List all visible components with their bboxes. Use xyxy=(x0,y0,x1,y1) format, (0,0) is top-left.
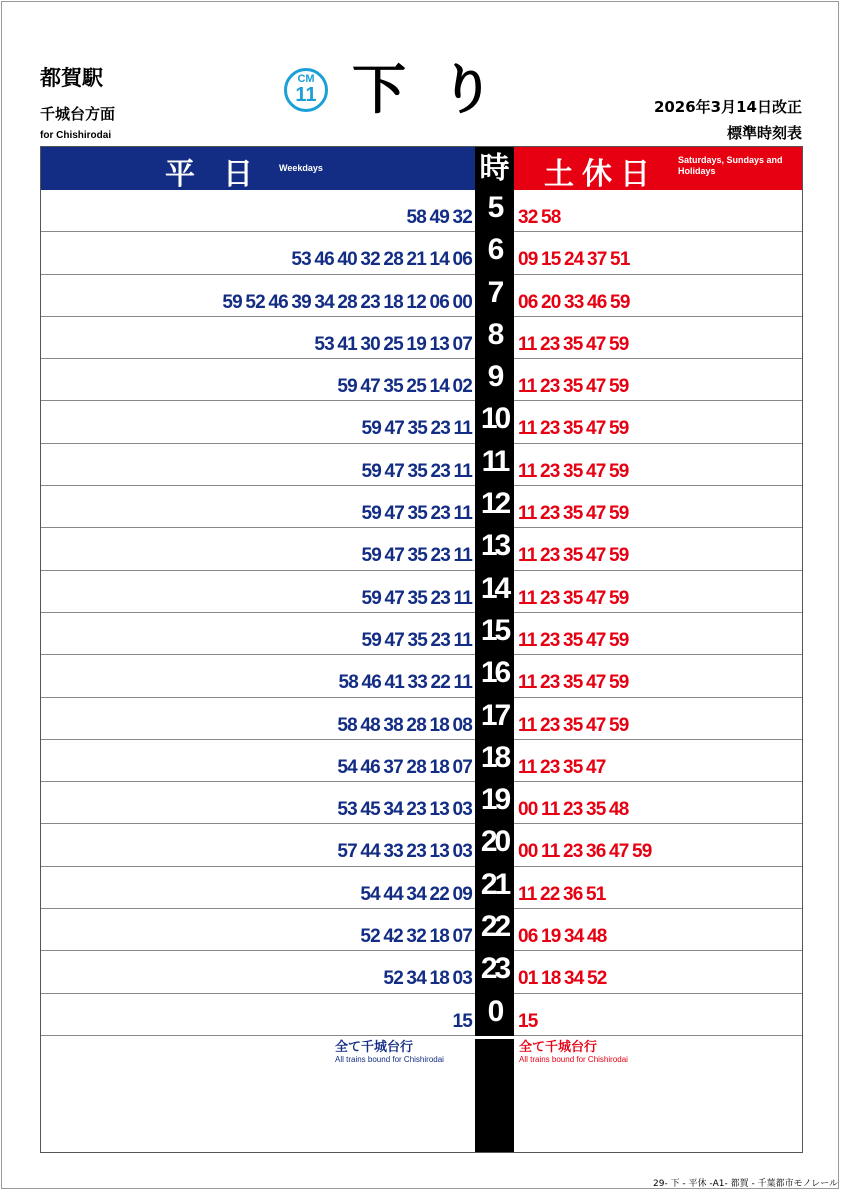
holiday-minutes: 11 23 35 47 59 xyxy=(518,418,629,440)
holiday-minutes: 11 23 35 47 59 xyxy=(518,629,629,651)
hour-cell: 8 xyxy=(475,316,514,359)
holiday-note xyxy=(519,1041,628,1064)
weekday-minutes: 53 41 30 25 19 13 07 xyxy=(314,333,472,355)
document-type: 標準時刻表 xyxy=(726,124,802,142)
holiday-minutes: 06 19 34 48 xyxy=(518,926,607,948)
timetable-row xyxy=(41,951,802,993)
weekday-minutes: 59 47 35 23 11 xyxy=(361,418,472,440)
hour-cell: 15 xyxy=(475,612,514,655)
bound-title: 下り xyxy=(352,58,528,121)
holiday-note-jp: 全て千城台行 xyxy=(519,1040,598,1055)
holiday-minutes: 11 23 35 47 59 xyxy=(518,545,629,567)
hour-cell: 21 xyxy=(475,866,514,909)
weekday-minutes: 59 47 35 23 11 xyxy=(361,587,472,609)
holiday-minutes: 32 58 xyxy=(518,207,561,228)
weekday-minutes: 52 42 32 18 07 xyxy=(360,926,472,948)
weekday-minutes: 59 47 35 23 11 xyxy=(361,503,472,525)
notes-area xyxy=(41,1039,802,1152)
weekday-minutes: 54 44 34 22 09 xyxy=(360,883,472,905)
weekday-minutes: 58 46 41 33 22 11 xyxy=(338,672,472,694)
holiday-header xyxy=(514,147,802,190)
weekday-minutes: 58 48 38 28 18 08 xyxy=(337,714,472,736)
weekday-minutes: 59 47 35 23 11 xyxy=(361,460,472,482)
timetable xyxy=(40,146,803,1153)
hour-cell: 6 xyxy=(475,231,514,274)
holiday-minutes: 11 23 35 47 xyxy=(518,756,606,778)
direction-label: 千城台方面 xyxy=(40,105,116,123)
holiday-minutes: 09 15 24 37 51 xyxy=(518,249,630,271)
holiday-minutes: 11 23 35 47 59 xyxy=(518,503,629,525)
timetable-row xyxy=(41,613,802,655)
timetable-rows xyxy=(41,190,802,1036)
holiday-minutes: 00 11 23 36 47 59 xyxy=(518,841,652,863)
timetable-row xyxy=(41,655,802,697)
weekday-header xyxy=(41,147,475,190)
timetable-row xyxy=(41,275,802,317)
holiday-minutes: 11 23 35 47 59 xyxy=(518,714,629,736)
timetable-row xyxy=(41,359,802,401)
footer-code: 29- 下 - 平休 -A1- 都賀 - 千葉都市モノレール xyxy=(653,1179,838,1189)
weekday-minutes: 52 34 18 03 xyxy=(383,968,472,990)
holiday-minutes: 11 22 36 51 xyxy=(518,883,606,905)
weekday-header-label: 平日 xyxy=(165,157,281,192)
hour-column-fill xyxy=(475,1039,514,1152)
weekday-minutes: 57 44 33 23 13 03 xyxy=(337,841,472,863)
holiday-minutes: 06 20 33 46 59 xyxy=(518,291,630,313)
timetable-row xyxy=(41,867,802,909)
station-name: 都賀駅 xyxy=(40,66,103,90)
weekday-minutes: 54 46 37 28 18 07 xyxy=(337,756,472,778)
holiday-note-en: All trains bound for Chishirodai xyxy=(519,1055,628,1064)
revision-date: 2026年3月14日改正 xyxy=(653,98,802,116)
hour-cell: 13 xyxy=(475,527,514,570)
hour-header: 時 xyxy=(475,147,514,190)
holiday-minutes: 15 xyxy=(518,1010,538,1032)
hour-cell: 17 xyxy=(475,697,514,740)
hour-cell: 9 xyxy=(475,358,514,401)
weekday-minutes: 53 45 34 23 13 03 xyxy=(337,799,472,821)
station-number-badge xyxy=(284,68,328,112)
hour-cell: 5 xyxy=(475,189,514,232)
timetable-row xyxy=(41,190,802,232)
weekday-header-label-en: Weekdays xyxy=(279,163,323,173)
timetable-row xyxy=(41,994,802,1036)
direction-label-en: for Chishirodai xyxy=(40,130,112,141)
timetable-row xyxy=(41,782,802,824)
holiday-header-label: 土休日 xyxy=(544,157,658,192)
holiday-minutes: 11 23 35 47 59 xyxy=(518,587,629,609)
timetable-row xyxy=(41,528,802,570)
timetable-row xyxy=(41,698,802,740)
station-number: 11 xyxy=(295,84,317,106)
weekday-minutes: 59 47 35 25 14 02 xyxy=(337,376,472,398)
holiday-minutes: 11 23 35 47 59 xyxy=(518,376,629,398)
weekday-note xyxy=(335,1041,444,1064)
holiday-header-label-en: Saturdays, Sundays and Holidays xyxy=(678,155,783,176)
timetable-row xyxy=(41,571,802,613)
weekday-note-jp: 全て千城台行 xyxy=(335,1040,414,1055)
hour-cell: 14 xyxy=(475,570,514,613)
timetable-row xyxy=(41,824,802,866)
timetable-row xyxy=(41,909,802,951)
hour-cell: 7 xyxy=(475,274,514,317)
hour-cell: 16 xyxy=(475,654,514,697)
weekday-minutes: 59 47 35 23 11 xyxy=(361,629,472,651)
timetable-row xyxy=(41,317,802,359)
timetable-row xyxy=(41,401,802,443)
timetable-row xyxy=(41,232,802,274)
holiday-minutes: 11 23 35 47 59 xyxy=(518,672,629,694)
hour-cell: 12 xyxy=(475,485,514,528)
line-code: CM xyxy=(297,73,315,85)
hour-cell: 20 xyxy=(475,823,514,866)
hour-cell: 11 xyxy=(475,443,514,486)
hour-cell: 18 xyxy=(475,739,514,782)
holiday-minutes: 01 18 34 52 xyxy=(518,968,607,990)
weekday-minutes: 59 47 35 23 11 xyxy=(361,545,472,567)
weekday-minutes: 58 49 32 xyxy=(406,207,472,228)
weekday-minutes: 15 xyxy=(452,1010,472,1032)
hour-cell: 23 xyxy=(475,950,514,993)
hour-cell: 19 xyxy=(475,781,514,824)
weekday-note-en: All trains bound for Chishirodai xyxy=(335,1055,444,1064)
hour-cell: 10 xyxy=(475,400,514,443)
timetable-row xyxy=(41,740,802,782)
timetable-row xyxy=(41,444,802,486)
weekday-minutes: 53 46 40 32 28 21 14 06 xyxy=(291,249,472,271)
hour-cell: 0 xyxy=(475,993,514,1036)
weekday-minutes: 59 52 46 39 34 28 23 18 12 06 00 xyxy=(222,291,472,313)
timetable-row xyxy=(41,486,802,528)
holiday-minutes: 11 23 35 47 59 xyxy=(518,460,629,482)
holiday-minutes: 00 11 23 35 48 xyxy=(518,799,629,821)
hour-cell: 22 xyxy=(475,908,514,951)
holiday-minutes: 11 23 35 47 59 xyxy=(518,333,629,355)
